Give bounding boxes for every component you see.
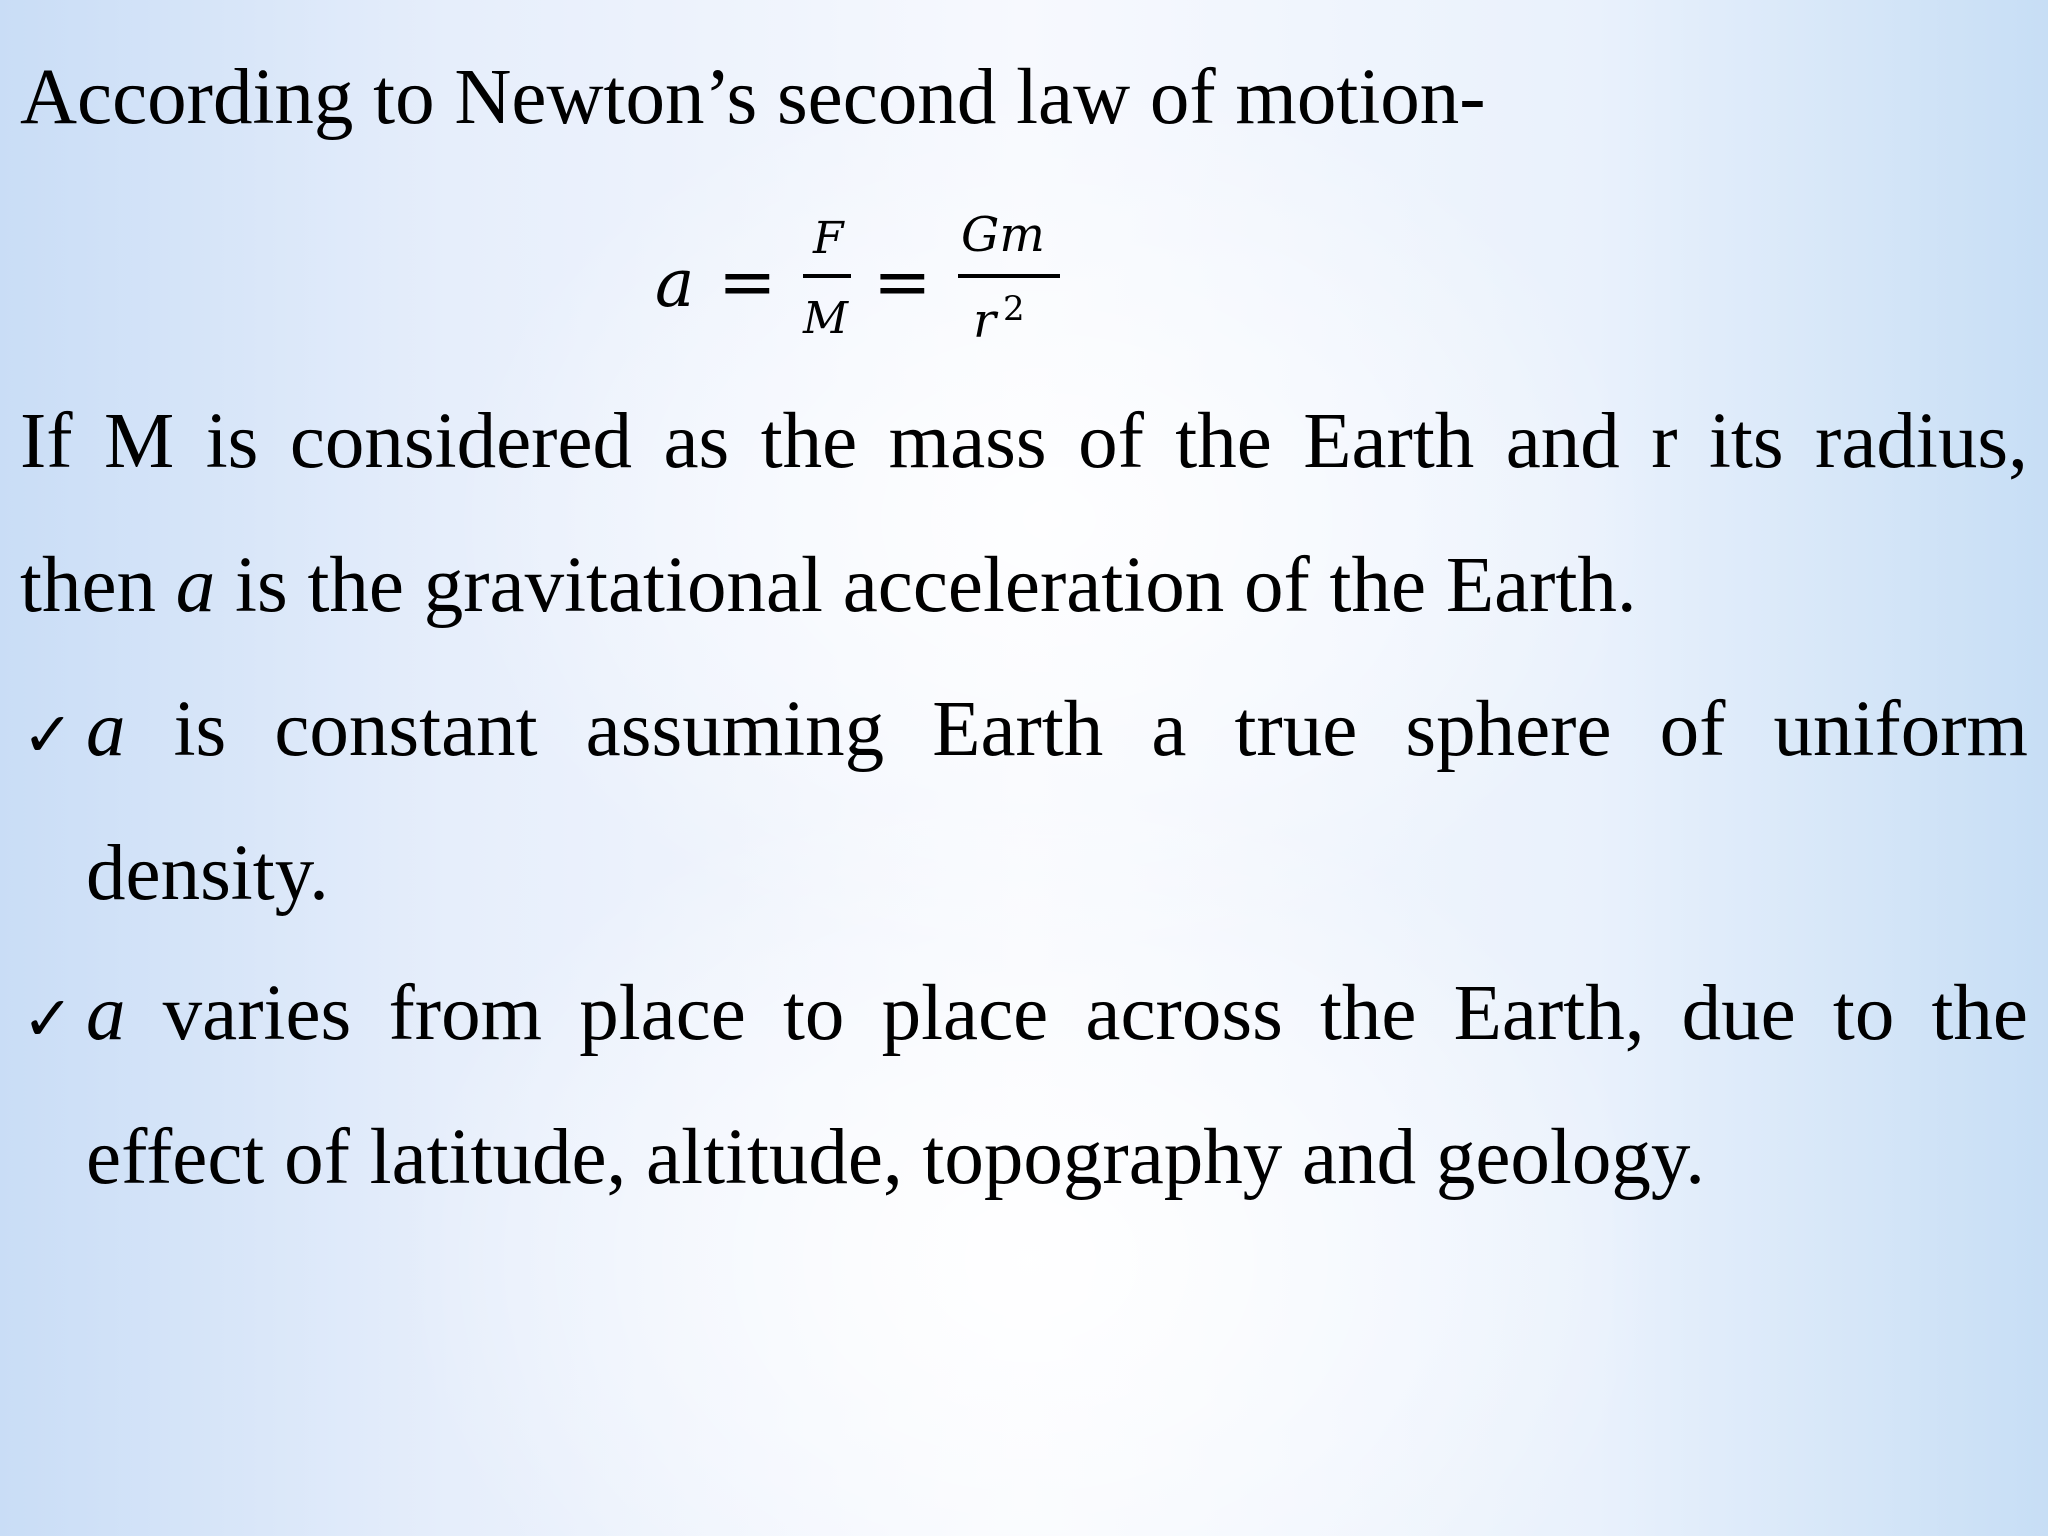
word: radius, xyxy=(1815,398,2028,485)
word: from xyxy=(388,970,543,1057)
fraction2-numerator: Gm xyxy=(961,207,1045,263)
word: to xyxy=(1832,970,1895,1057)
word: If xyxy=(20,398,73,485)
word: to xyxy=(782,970,845,1057)
checkmark-icon: ✓ xyxy=(22,982,74,1055)
fraction2-denominator-base: r xyxy=(973,293,996,349)
word: assuming xyxy=(585,686,885,773)
formula-equals-1: = xyxy=(718,241,777,323)
word: Earth, xyxy=(1453,970,1645,1057)
word: across xyxy=(1085,970,1283,1057)
word: considered xyxy=(289,398,633,485)
word: true xyxy=(1234,686,1358,773)
variable-a: a xyxy=(86,970,126,1057)
word: place xyxy=(881,970,1049,1057)
paragraph-line-2 xyxy=(20,542,1637,629)
fraction1-denominator: M xyxy=(803,293,849,344)
bullet-2-line-1 xyxy=(86,970,2028,1057)
word: Earth xyxy=(932,686,1104,773)
formula-equals-2: = xyxy=(873,241,932,323)
word: due xyxy=(1681,970,1796,1057)
word: is xyxy=(173,686,227,773)
word: place xyxy=(579,970,746,1057)
variable-a: a xyxy=(86,686,126,773)
fraction2-bar xyxy=(958,274,1060,278)
acceleration-formula xyxy=(655,205,1075,355)
formula-lhs: a xyxy=(655,245,695,322)
fraction2-denominator-exponent: 2 xyxy=(1003,289,1025,329)
word: r xyxy=(1651,398,1678,485)
intro-text: According to Newton’s second law of motion- xyxy=(20,54,1486,141)
word: the xyxy=(1319,970,1417,1057)
bullet-1-line-1 xyxy=(86,686,2028,773)
bullet-1-line-2: density. xyxy=(86,830,329,917)
word: is xyxy=(205,398,259,485)
fraction1-numerator: F xyxy=(813,213,844,264)
word: its xyxy=(1708,398,1784,485)
paragraph-line-2-post: is the gravitational acceleration of the Earth. xyxy=(215,542,1637,629)
word: sphere xyxy=(1405,686,1612,773)
word: the xyxy=(760,398,858,485)
word: the xyxy=(1175,398,1272,485)
checkmark-icon: ✓ xyxy=(22,698,74,771)
word: a xyxy=(1151,686,1187,773)
word: of xyxy=(1659,686,1726,773)
paragraph-line-1 xyxy=(20,398,2028,485)
fraction1-bar xyxy=(803,274,851,278)
word: as xyxy=(663,398,730,485)
word: the xyxy=(1931,970,2028,1057)
word: varies xyxy=(162,970,352,1057)
word: M xyxy=(104,398,175,485)
word: of xyxy=(1078,398,1144,485)
word: uniform xyxy=(1773,686,2028,773)
variable-a: a xyxy=(175,542,216,629)
word: and xyxy=(1505,398,1620,485)
word: Earth xyxy=(1303,398,1475,485)
paragraph-line-2-pre: then xyxy=(20,542,176,629)
bullet-2-line-2: effect of latitude, altitude, topography and geology. xyxy=(86,1114,1705,1201)
word: constant xyxy=(274,686,538,773)
word: mass xyxy=(888,398,1047,485)
